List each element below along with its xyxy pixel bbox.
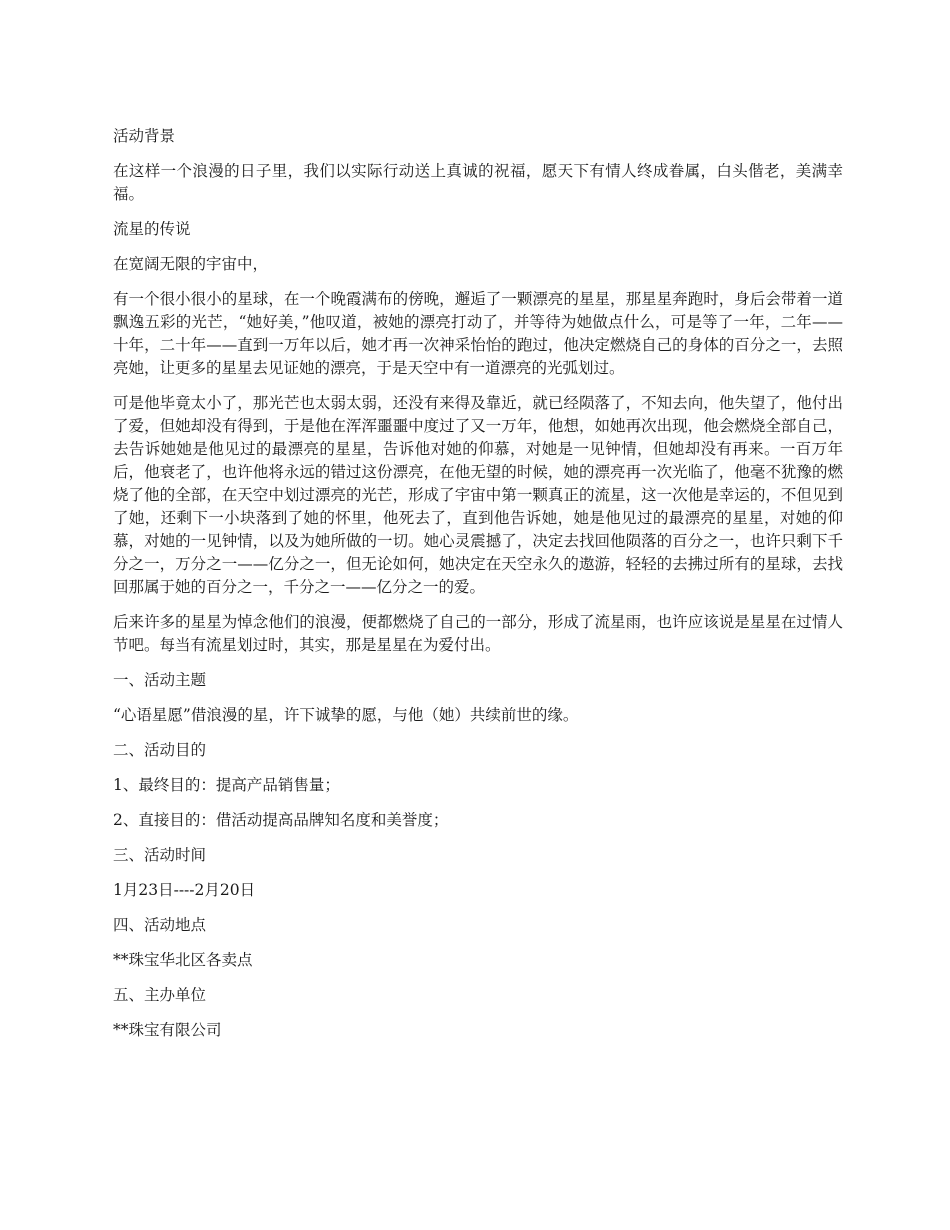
document-page: [113, 125, 843, 1054]
section-heading-time: 三、活动时间: [113, 846, 207, 864]
paragraph-story-3: 后来许多的星星为悼念他们的浪漫，便都燃烧了自己的一部分，形成了流星雨，也许应该说是星星在过情人节吧。每当有流星划过时，其实，那是星星在为爱付出。: [113, 613, 843, 654]
paragraph-organizer: **珠宝有限公司: [113, 1021, 222, 1039]
section-heading-background: 活动背景: [113, 127, 176, 145]
paragraph-story-2: 可是他毕竟太小了，那光芒也太弱太弱，还没有来得及靠近，就已经陨落了，不知去向，他失望了，他付出了爱，但她却没有得到，于是他在浑浑噩噩中度过了又一万年，他想，如她再次出现，他会燃烧全部自己，去告诉她她是他见过的最漂亮的星星，告诉他对她的仰慕，对她是一见钟情，但她却没有再来。一百万年后，他衰老了，也许他将永远的错过这份漂亮，在他无望的时候，她的漂亮再一次光临了，他毫不犹豫的燃烧了他的全部，在天空中划过漂亮的光芒，形成了宇宙中第一颗真正的流星，这一次他是幸运的，不但见到了她，还剩下一小块落到了她的怀里，他死去了，直到他告诉她，她是他见过的最漂亮的星星，对她的仰慕，对她的一见钟情，以及为她所做的一切。她心灵震撼了，决定去找回他陨落的百分之一，也许只剩下千分之一，万分之一——亿分之一，但无论如何，她决定在天空永久的遨游，轻轻的去拂过所有的星球，去找回那属于她的百分之一，千分之一——亿分之一的爱。: [113, 394, 843, 596]
paragraph-blessing: 在这样一个浪漫的日子里，我们以实际行动送上真诚的祝福，愿天下有情人终成眷属，白头偕老，美满幸福。: [113, 162, 843, 203]
paragraph-location: **珠宝华北区各卖点: [113, 951, 253, 969]
section-heading-organizer: 五、主办单位: [113, 986, 207, 1004]
section-heading-location: 四、活动地点: [113, 916, 207, 934]
paragraph-time: 1月23日----2月20日: [113, 881, 256, 899]
paragraph-story-1: 有一个很小很小的星球，在一个晚霞满布的傍晚，邂逅了一颗漂亮的星星，那星星奔跑时，身后会带着一道飘逸五彩的光芒，“她好美，”他叹道，被她的漂亮打动了，并等待为她做点什么，可是等了一年，二年——十年，二十年——直到一万年以后，她才再一次神采怡怡的跑过，他决定燃烧自己的身体的百分之一，去照亮她，让更多的星星去见证她的漂亮，于是天空中有一道漂亮的光弧划过。: [113, 290, 843, 377]
section-heading-purpose: 二、活动目的: [113, 741, 207, 759]
section-heading-theme: 一、活动主题: [113, 671, 207, 689]
paragraph-theme: “心语星愿”借浪漫的星，许下诚挚的愿，与他（她）共续前世的缘。: [113, 706, 579, 724]
section-heading-legend: 流星的传说: [113, 220, 191, 238]
list-item-purpose-2: 2、直接目的：借活动提高品牌知名度和美誉度；: [113, 811, 449, 829]
paragraph-universe: 在宽阔无限的宇宙中，: [113, 255, 269, 273]
list-item-purpose-1: 1、最终目的：提高产品销售量；: [113, 776, 340, 794]
